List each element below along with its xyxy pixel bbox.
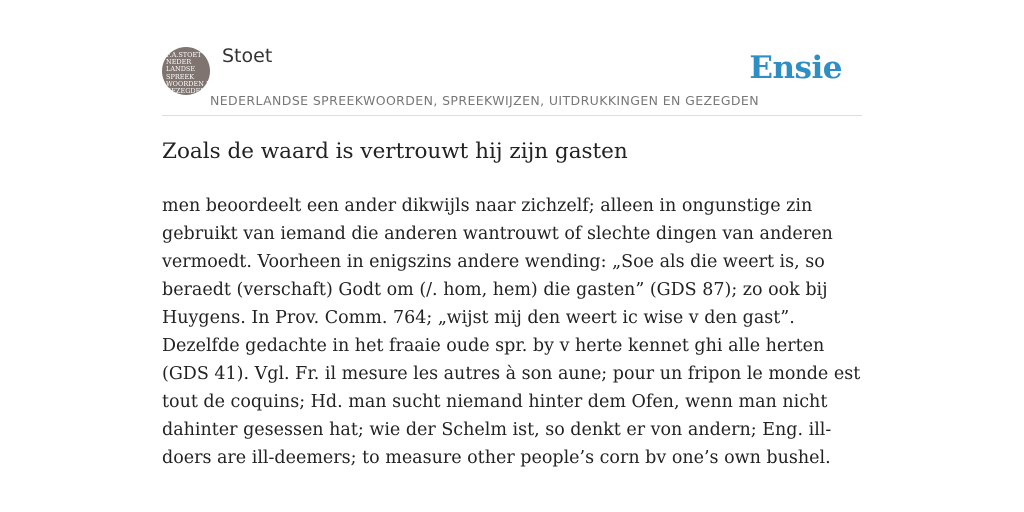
entry-body: men beoordeelt een ander dikwijls naar zichzelf; alleen in ongunstige zin gebruikt van iemand die anderen wantrouwt of slechte dingen van anderen vermoedt. Voorheen in enigszins andere wending: „Soe als die weert is, so beraedt (verschaft) Godt om (/. hom, hem) die gasten” (GDS 87); zo ook bij Huygens. In Prov. Comm. 764; „wijst mij den weert ic wise v den gast”. Dezelfde gedachte in het fraaie oude spr. by v herte kennet ghi alle herten (GDS 41). Vgl. Fr. il mesure les autres à son aune; pour un fripon le monde est tout de coquins; Hd. man sucht niemand hinter dem Ofen, wenn man nicht dahinter gesessen hat; wie der Schelm ist, so denkt er von andern; Eng. ill-doers are ill-deemers; to measure other people’s corn bv one’s own bushel.	[162, 196, 861, 468]
source-name[interactable]: Stoet	[222, 45, 273, 67]
source-avatar[interactable]	[162, 47, 217, 96]
header-divider	[162, 115, 862, 116]
brand-logo[interactable]: Ensie	[749, 50, 842, 86]
entry-title: Zoals de waard is vertrouwt hij zijn gasten	[162, 139, 628, 164]
avatar-cover-text: F.A.STOET NEDER LANDSE SPREEK WOORDEN EN GEZEGDEN	[166, 51, 217, 96]
source-subtitle: NEDERLANDSE SPREEKWOORDEN, SPREEKWIJZEN, UITDRUKKINGEN EN GEZEGDEN	[210, 93, 759, 108]
